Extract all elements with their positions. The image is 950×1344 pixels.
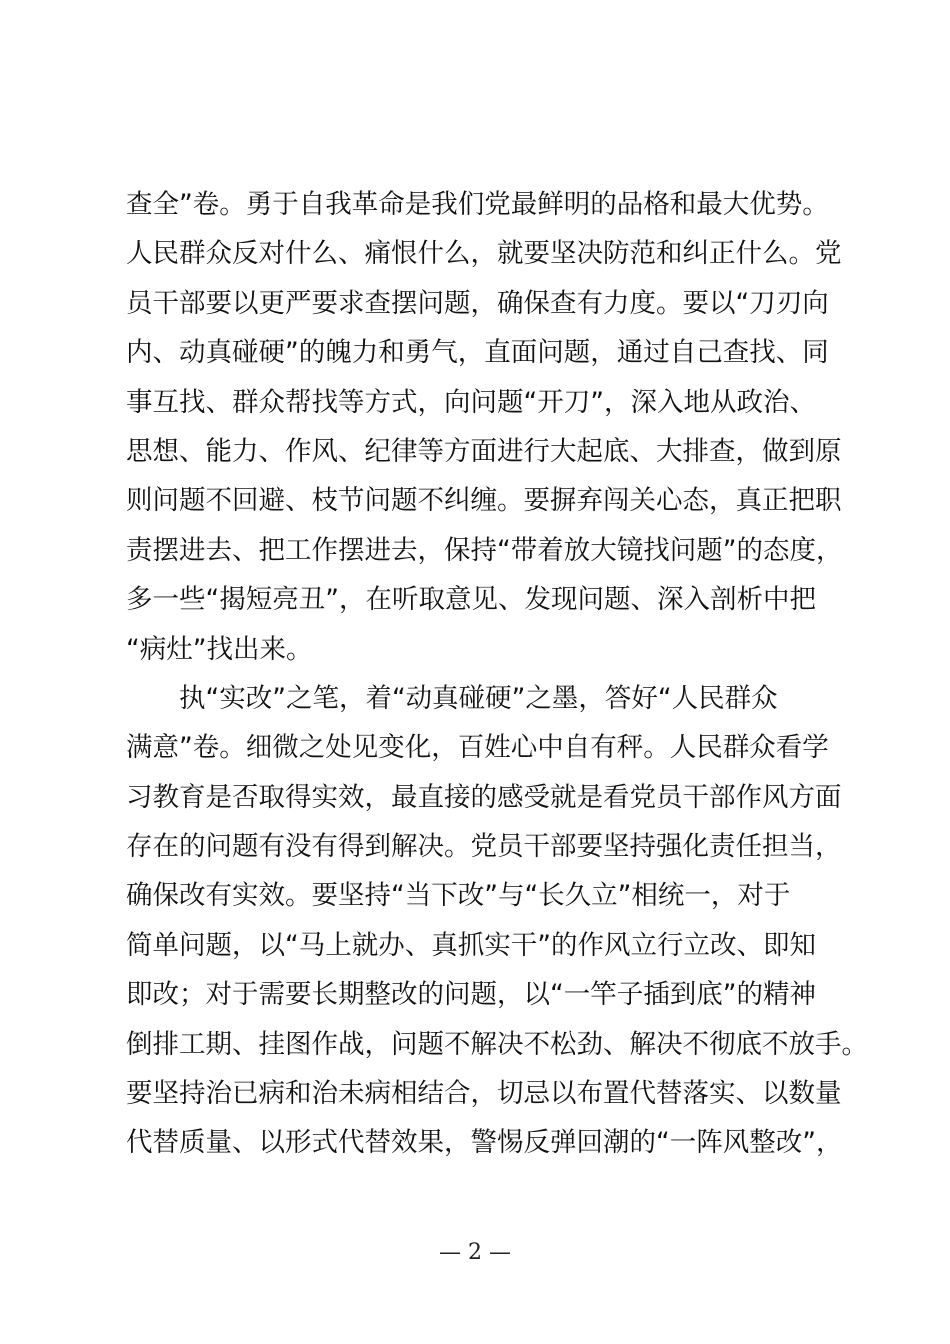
page-number: — 2 —: [439, 1240, 511, 1265]
text-line: 员干部要以更严要求查摆问题，确保查有力度。要以“刀刃向: [126, 287, 829, 319]
text-line: 倒排工期、挂图作战，问题不解决不松劲、解决不彻底不放手。: [126, 1028, 868, 1060]
text-line: “病灶”找出来。: [126, 633, 313, 665]
text-line: 则问题不回避、枝节问题不纠缠。要摒弃闯关心态，真正把职: [126, 485, 842, 517]
text-line: 人民群众反对什么、痛恨什么，就要坚决防范和纠正什么。党: [126, 238, 842, 270]
text-line: 思想、能力、作风、纪律等方面进行大起底、大排查，做到原: [126, 435, 842, 467]
text-line: 责摆进去、把工作摆进去，保持“带着放大镜找问题”的态度，: [126, 534, 843, 566]
text-line: 即改；对于需要长期整改的问题，以“一竿子插到底”的精神: [126, 979, 816, 1011]
text-line: 要坚持治已病和治未病相结合，切忌以布置代替落实、以数量: [126, 1078, 842, 1110]
text-line: 习教育是否取得实效，最直接的感受就是看党员干部作风方面: [126, 781, 842, 813]
text-line: 确保改有实效。要坚持“当下改”与“长久立”相统一，对于: [126, 880, 791, 912]
text-line: 代替质量、以形式代替效果，警惕反弹回潮的“一阵风整改”，: [126, 1127, 843, 1159]
body-text: [126, 180, 868, 1168]
text-line: 事互找、群众帮找等方式，向问题“开刀”，深入地从政治、: [126, 386, 816, 418]
text-line: 多一些“揭短亮丑”，在听取意见、发现问题、深入剖析中把: [126, 584, 816, 616]
text-line: 满意”卷。细微之处见变化，百姓心中自有秤。人民群众看学: [126, 732, 829, 764]
text-line: 查全”卷。勇于自我革命是我们党最鲜明的品格和最大优势。: [126, 189, 829, 220]
text-line: 简单问题，以“马上就办、真抓实干”的作风立行立改、即知: [126, 929, 816, 961]
text-line: 执“实改”之笔，着“动真碰硬”之墨，答好“人民群众: [126, 682, 778, 714]
text-line: 存在的问题有没有得到解决。党员干部要坚持强化责任担当，: [126, 831, 842, 863]
text-line: 内、动真碰硬”的魄力和勇气，直面问题，通过自己查找、同: [126, 337, 829, 369]
